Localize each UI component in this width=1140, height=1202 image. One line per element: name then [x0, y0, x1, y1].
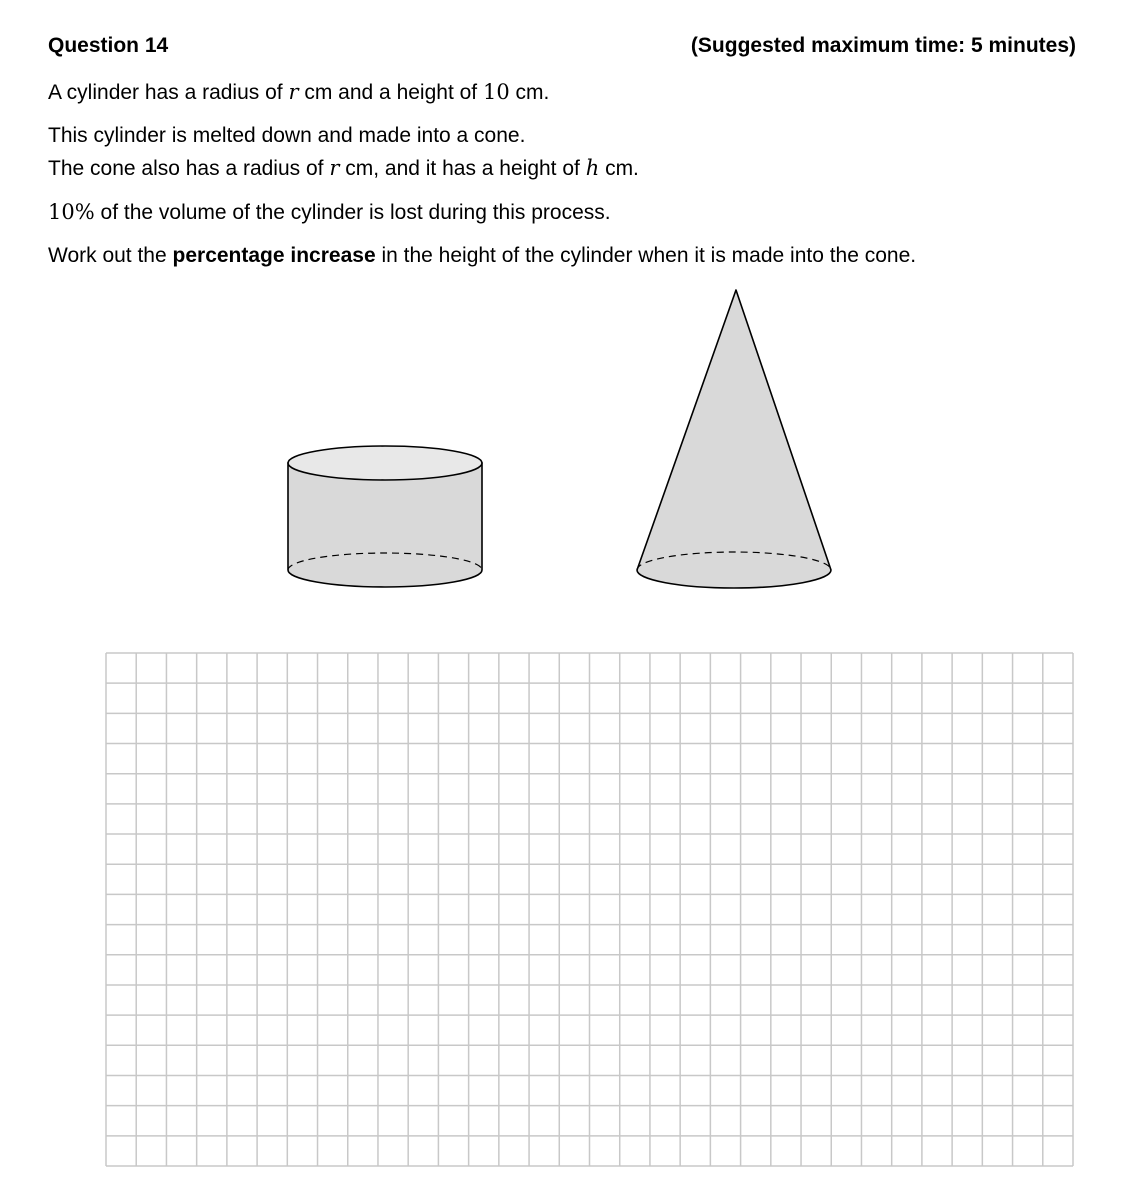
question-title: Question 14: [48, 34, 169, 57]
cone: [637, 290, 831, 588]
cylinder: [288, 446, 482, 587]
text-segment: This cylinder is melted down and made into a cone.: [48, 124, 526, 147]
text-segment: A cylinder has a radius of: [48, 81, 289, 104]
shapes-diagram: [0, 280, 1140, 600]
percent-10: 10%: [48, 200, 95, 224]
line-cylinder-dimensions: [48, 80, 549, 105]
line-cone-dimensions: [48, 156, 639, 181]
line-task: [48, 244, 916, 268]
number-10: 10: [482, 80, 510, 104]
text-segment: cm and a height of: [298, 81, 483, 104]
question-header: [48, 34, 1076, 66]
text-segment: of the volume of the cylinder is lost during this process.: [94, 201, 611, 224]
cylinder-body: [288, 463, 482, 587]
text-segment: in the height of the cylinder when it is made into the cone.: [375, 244, 917, 267]
variable-r: r: [329, 156, 340, 180]
line-melted-into-cone: [48, 124, 525, 148]
text-segment: Work out the: [48, 244, 173, 267]
text-segment: cm, and it has a height of: [339, 157, 586, 180]
text-segment: The cone also has a radius of: [48, 157, 330, 180]
variable-r: r: [288, 80, 299, 104]
text-segment: cm.: [599, 157, 639, 180]
text-segment: cm.: [509, 81, 550, 104]
cone-body: [637, 290, 831, 588]
line-volume-lost: [48, 200, 611, 225]
suggested-time: (Suggested maximum time: 5 minutes): [690, 34, 1076, 57]
cylinder-top: [288, 446, 482, 480]
variable-h: h: [585, 156, 600, 180]
grid-lines: [106, 653, 1073, 1166]
answer-grid[interactable]: [105, 652, 1075, 1170]
emphasis-percentage-increase: percentage increase: [172, 244, 376, 267]
